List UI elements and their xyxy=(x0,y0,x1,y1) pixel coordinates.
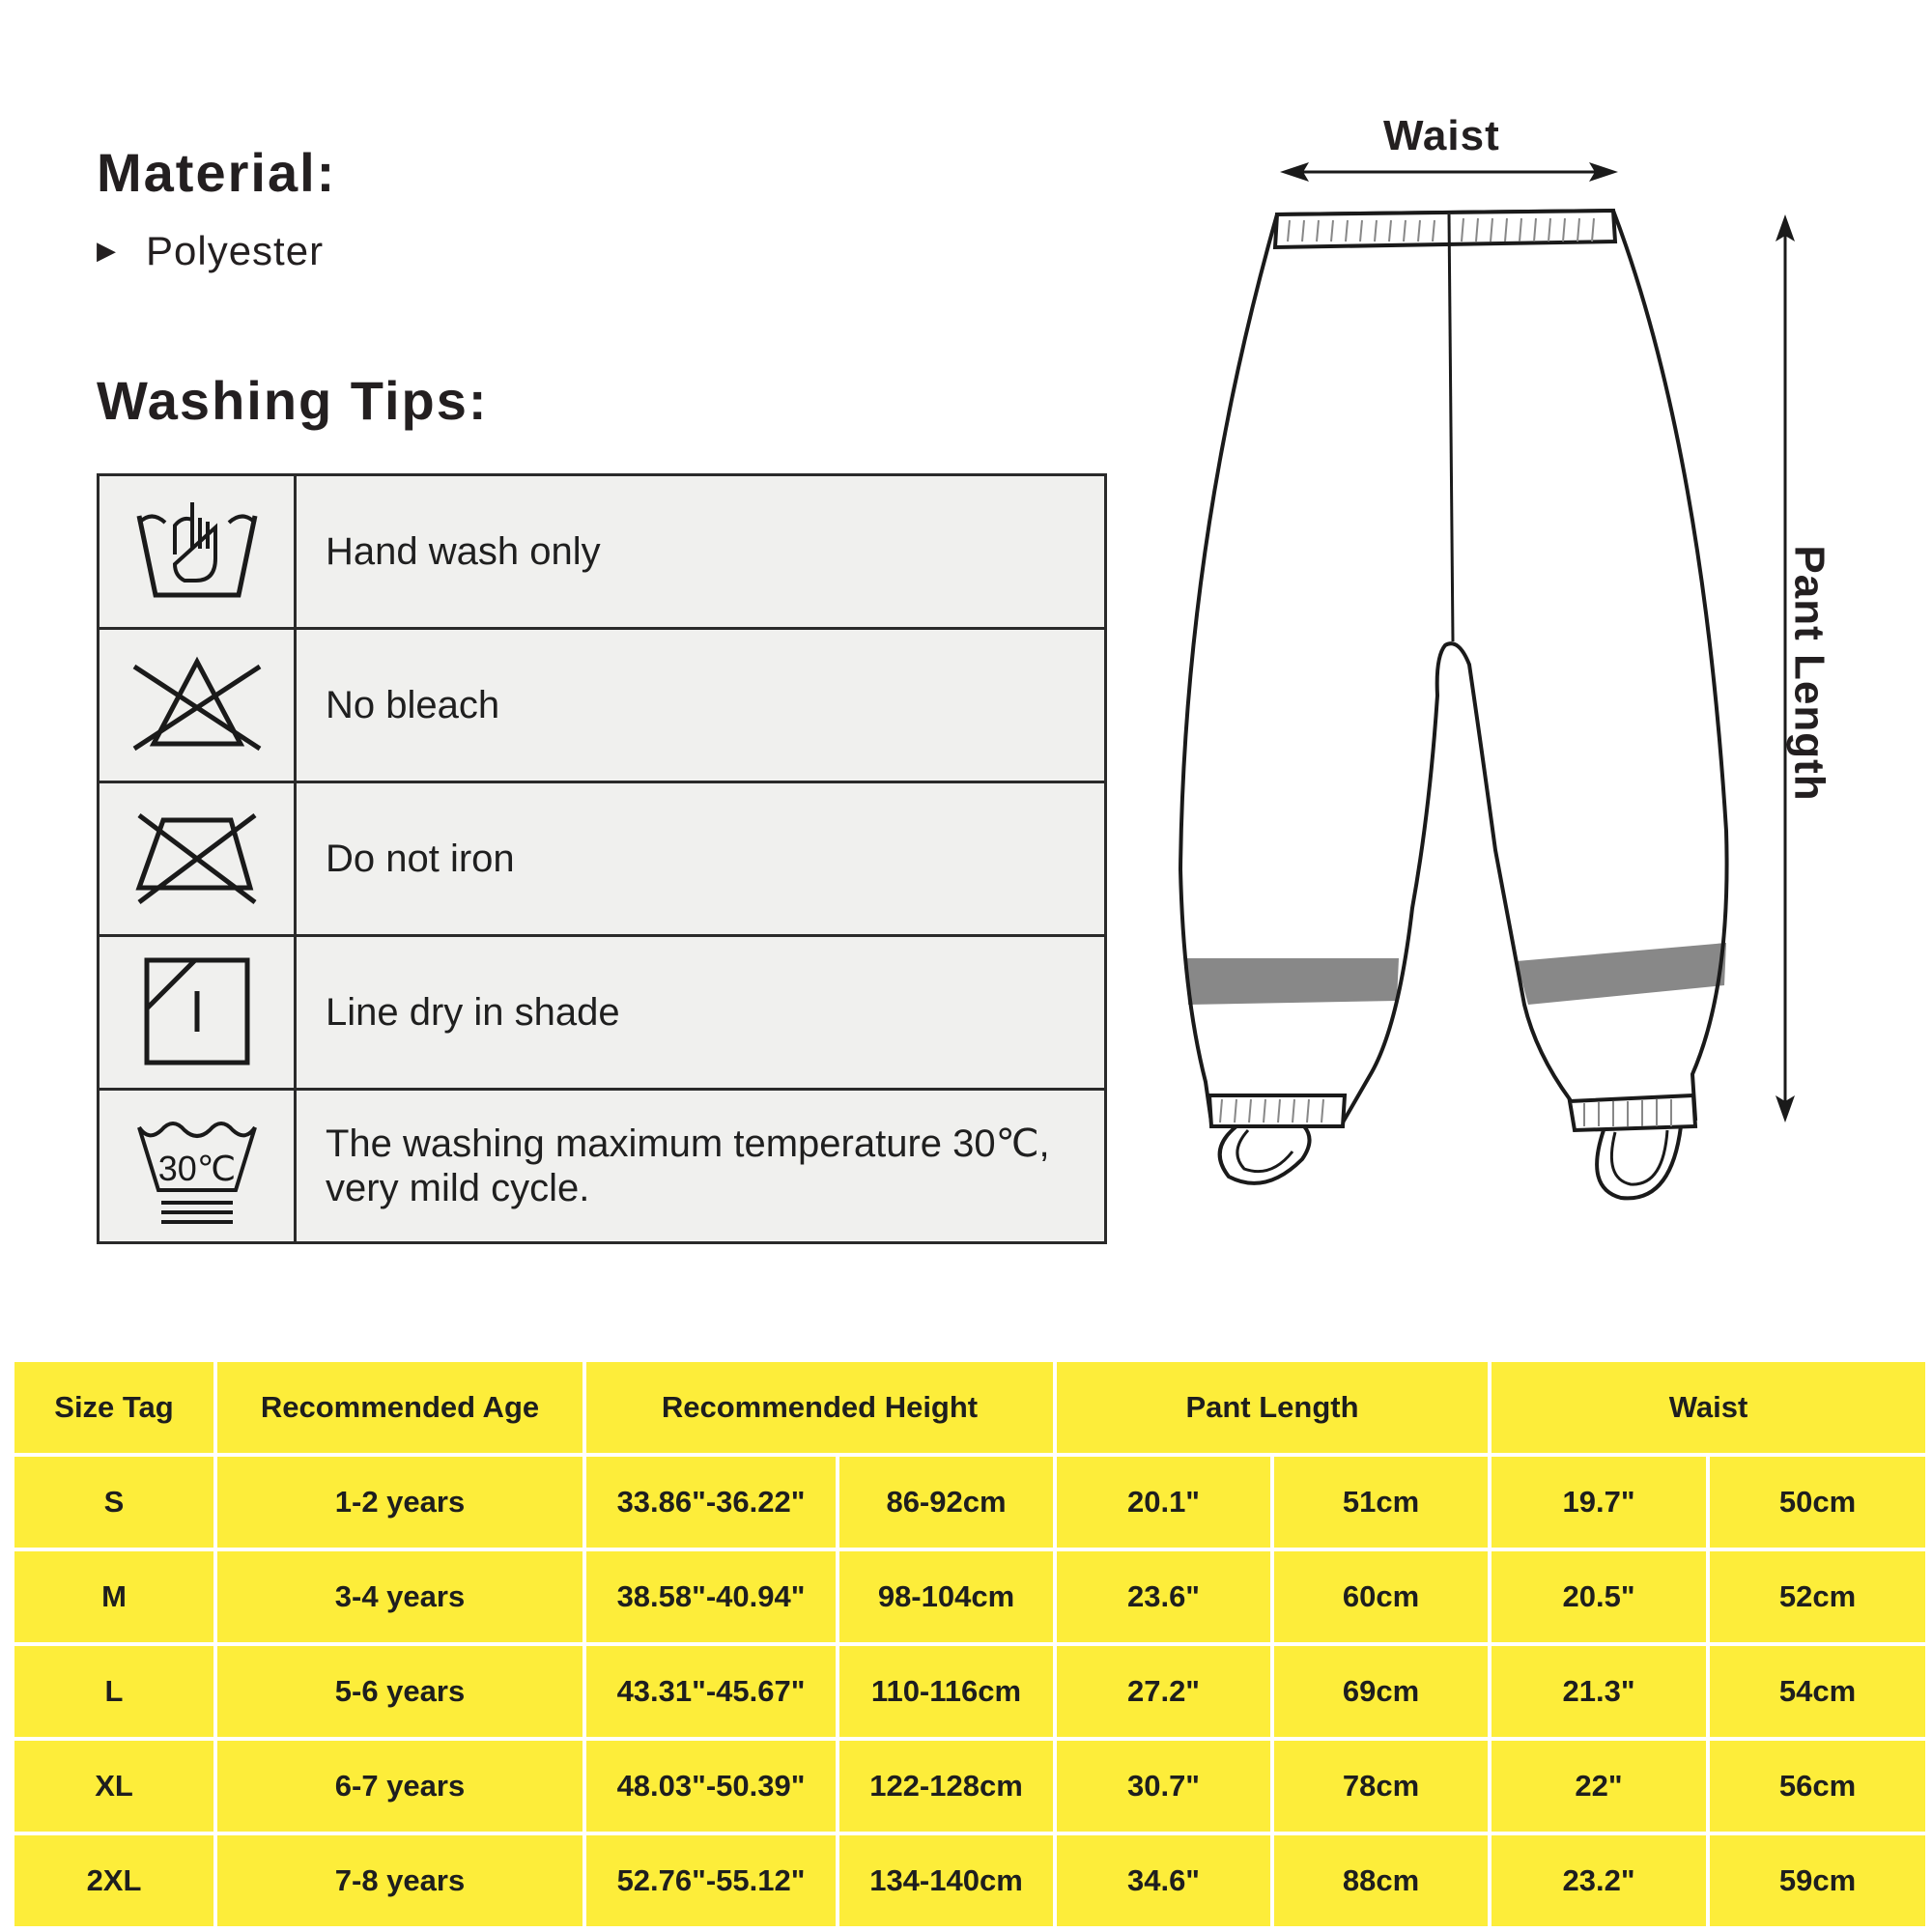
size-cell: S xyxy=(13,1455,215,1549)
tip-row xyxy=(99,936,1106,1090)
no-iron-icon xyxy=(125,806,270,912)
tip-text: No bleach xyxy=(296,629,1106,782)
size-cell: 59cm xyxy=(1708,1833,1927,1928)
header-cell: Waist xyxy=(1490,1360,1927,1455)
size-cell: 3-4 years xyxy=(215,1549,584,1644)
tip-icon-cell xyxy=(99,782,296,936)
size-cell: 34.6" xyxy=(1055,1833,1272,1928)
size-cell: L xyxy=(13,1644,215,1739)
material-heading: Material: xyxy=(97,142,337,203)
size-cell: 20.5" xyxy=(1490,1549,1708,1644)
tip-row xyxy=(99,782,1106,936)
size-cell: 38.58"-40.94" xyxy=(584,1549,838,1644)
size-cell: 33.86"-36.22" xyxy=(584,1455,838,1549)
size-cell: 52.76"-55.12" xyxy=(584,1833,838,1928)
size-chart-header-row xyxy=(13,1360,1927,1455)
tip-row xyxy=(99,475,1106,629)
size-cell: 19.7" xyxy=(1490,1455,1708,1549)
header-cell: Recommended Age xyxy=(215,1360,584,1455)
size-cell: 122-128cm xyxy=(838,1739,1055,1833)
size-cell: 56cm xyxy=(1708,1739,1927,1833)
size-cell: 2XL xyxy=(13,1833,215,1928)
tip-text: Line dry in shade xyxy=(296,936,1106,1090)
reflective-band-right xyxy=(1517,943,1726,1005)
bullet-triangle-icon: ▶ xyxy=(97,236,117,265)
cuff-left xyxy=(1209,1095,1345,1126)
tip-icon-cell xyxy=(99,475,296,629)
size-cell: XL xyxy=(13,1739,215,1833)
reflective-band-left xyxy=(1186,958,1399,1005)
size-cell: 110-116cm xyxy=(838,1644,1055,1739)
material-item: ▶ Polyester xyxy=(97,228,325,273)
size-cell: 69cm xyxy=(1272,1644,1490,1739)
tip-icon-cell xyxy=(99,629,296,782)
line-dry-shade-icon xyxy=(139,954,255,1070)
size-row xyxy=(13,1644,1927,1739)
size-cell: 134-140cm xyxy=(838,1833,1055,1928)
size-cell: 6-7 years xyxy=(215,1739,584,1833)
no-bleach-icon xyxy=(125,652,270,758)
pants-diagram xyxy=(1140,97,1835,1217)
size-row xyxy=(13,1455,1927,1549)
size-cell: 20.1" xyxy=(1055,1455,1272,1549)
size-cell: 23.6" xyxy=(1055,1549,1272,1644)
center-seam xyxy=(1449,214,1453,641)
size-cell: 23.2" xyxy=(1490,1833,1708,1928)
tip-text: The washing maximum temperature 30℃, very mild cycle. xyxy=(296,1090,1106,1243)
size-row xyxy=(13,1739,1927,1833)
header-cell: Recommended Height xyxy=(584,1360,1055,1455)
size-cell: 30.7" xyxy=(1055,1739,1272,1833)
header-cell: Size Tag xyxy=(13,1360,215,1455)
size-cell: 27.2" xyxy=(1055,1644,1272,1739)
size-cell: 21.3" xyxy=(1490,1644,1708,1739)
size-cell: 43.31"-45.67" xyxy=(584,1644,838,1739)
tip-row xyxy=(99,629,1106,782)
size-row xyxy=(13,1549,1927,1644)
cuff-right xyxy=(1570,1095,1695,1130)
size-cell: 54cm xyxy=(1708,1644,1927,1739)
wash-30c-icon xyxy=(125,1103,270,1229)
size-cell: M xyxy=(13,1549,215,1644)
size-row xyxy=(13,1833,1927,1928)
size-cell: 48.03"-50.39" xyxy=(584,1739,838,1833)
size-cell: 50cm xyxy=(1708,1455,1927,1549)
size-cell: 60cm xyxy=(1272,1549,1490,1644)
size-cell: 52cm xyxy=(1708,1549,1927,1644)
size-cell: 5-6 years xyxy=(215,1644,584,1739)
size-cell: 1-2 years xyxy=(215,1455,584,1549)
tip-icon-cell xyxy=(99,1090,296,1243)
svg-text:30℃: 30℃ xyxy=(157,1149,236,1188)
size-cell: 7-8 years xyxy=(215,1833,584,1928)
size-cell: 22" xyxy=(1490,1739,1708,1833)
foot-strap-right xyxy=(1597,1126,1681,1198)
washing-heading: Washing Tips: xyxy=(97,370,489,431)
washing-tips-table xyxy=(97,473,1107,1244)
tip-text: Hand wash only xyxy=(296,475,1106,629)
size-cell: 86-92cm xyxy=(838,1455,1055,1549)
size-cell: 98-104cm xyxy=(838,1549,1055,1644)
hand-wash-icon xyxy=(125,489,270,614)
waist-label: Waist xyxy=(1383,112,1500,159)
header-cell: Pant Length xyxy=(1055,1360,1490,1455)
tip-icon-cell xyxy=(99,936,296,1090)
tip-row xyxy=(99,1090,1106,1243)
pant-length-label: Pant Length xyxy=(1785,545,1833,802)
tip-text: Do not iron xyxy=(296,782,1106,936)
size-cell: 51cm xyxy=(1272,1455,1490,1549)
size-cell: 88cm xyxy=(1272,1833,1490,1928)
size-cell: 78cm xyxy=(1272,1739,1490,1833)
foot-strap-left xyxy=(1220,1126,1310,1183)
waist-arrow xyxy=(1280,162,1618,182)
size-chart-table xyxy=(11,1358,1929,1930)
